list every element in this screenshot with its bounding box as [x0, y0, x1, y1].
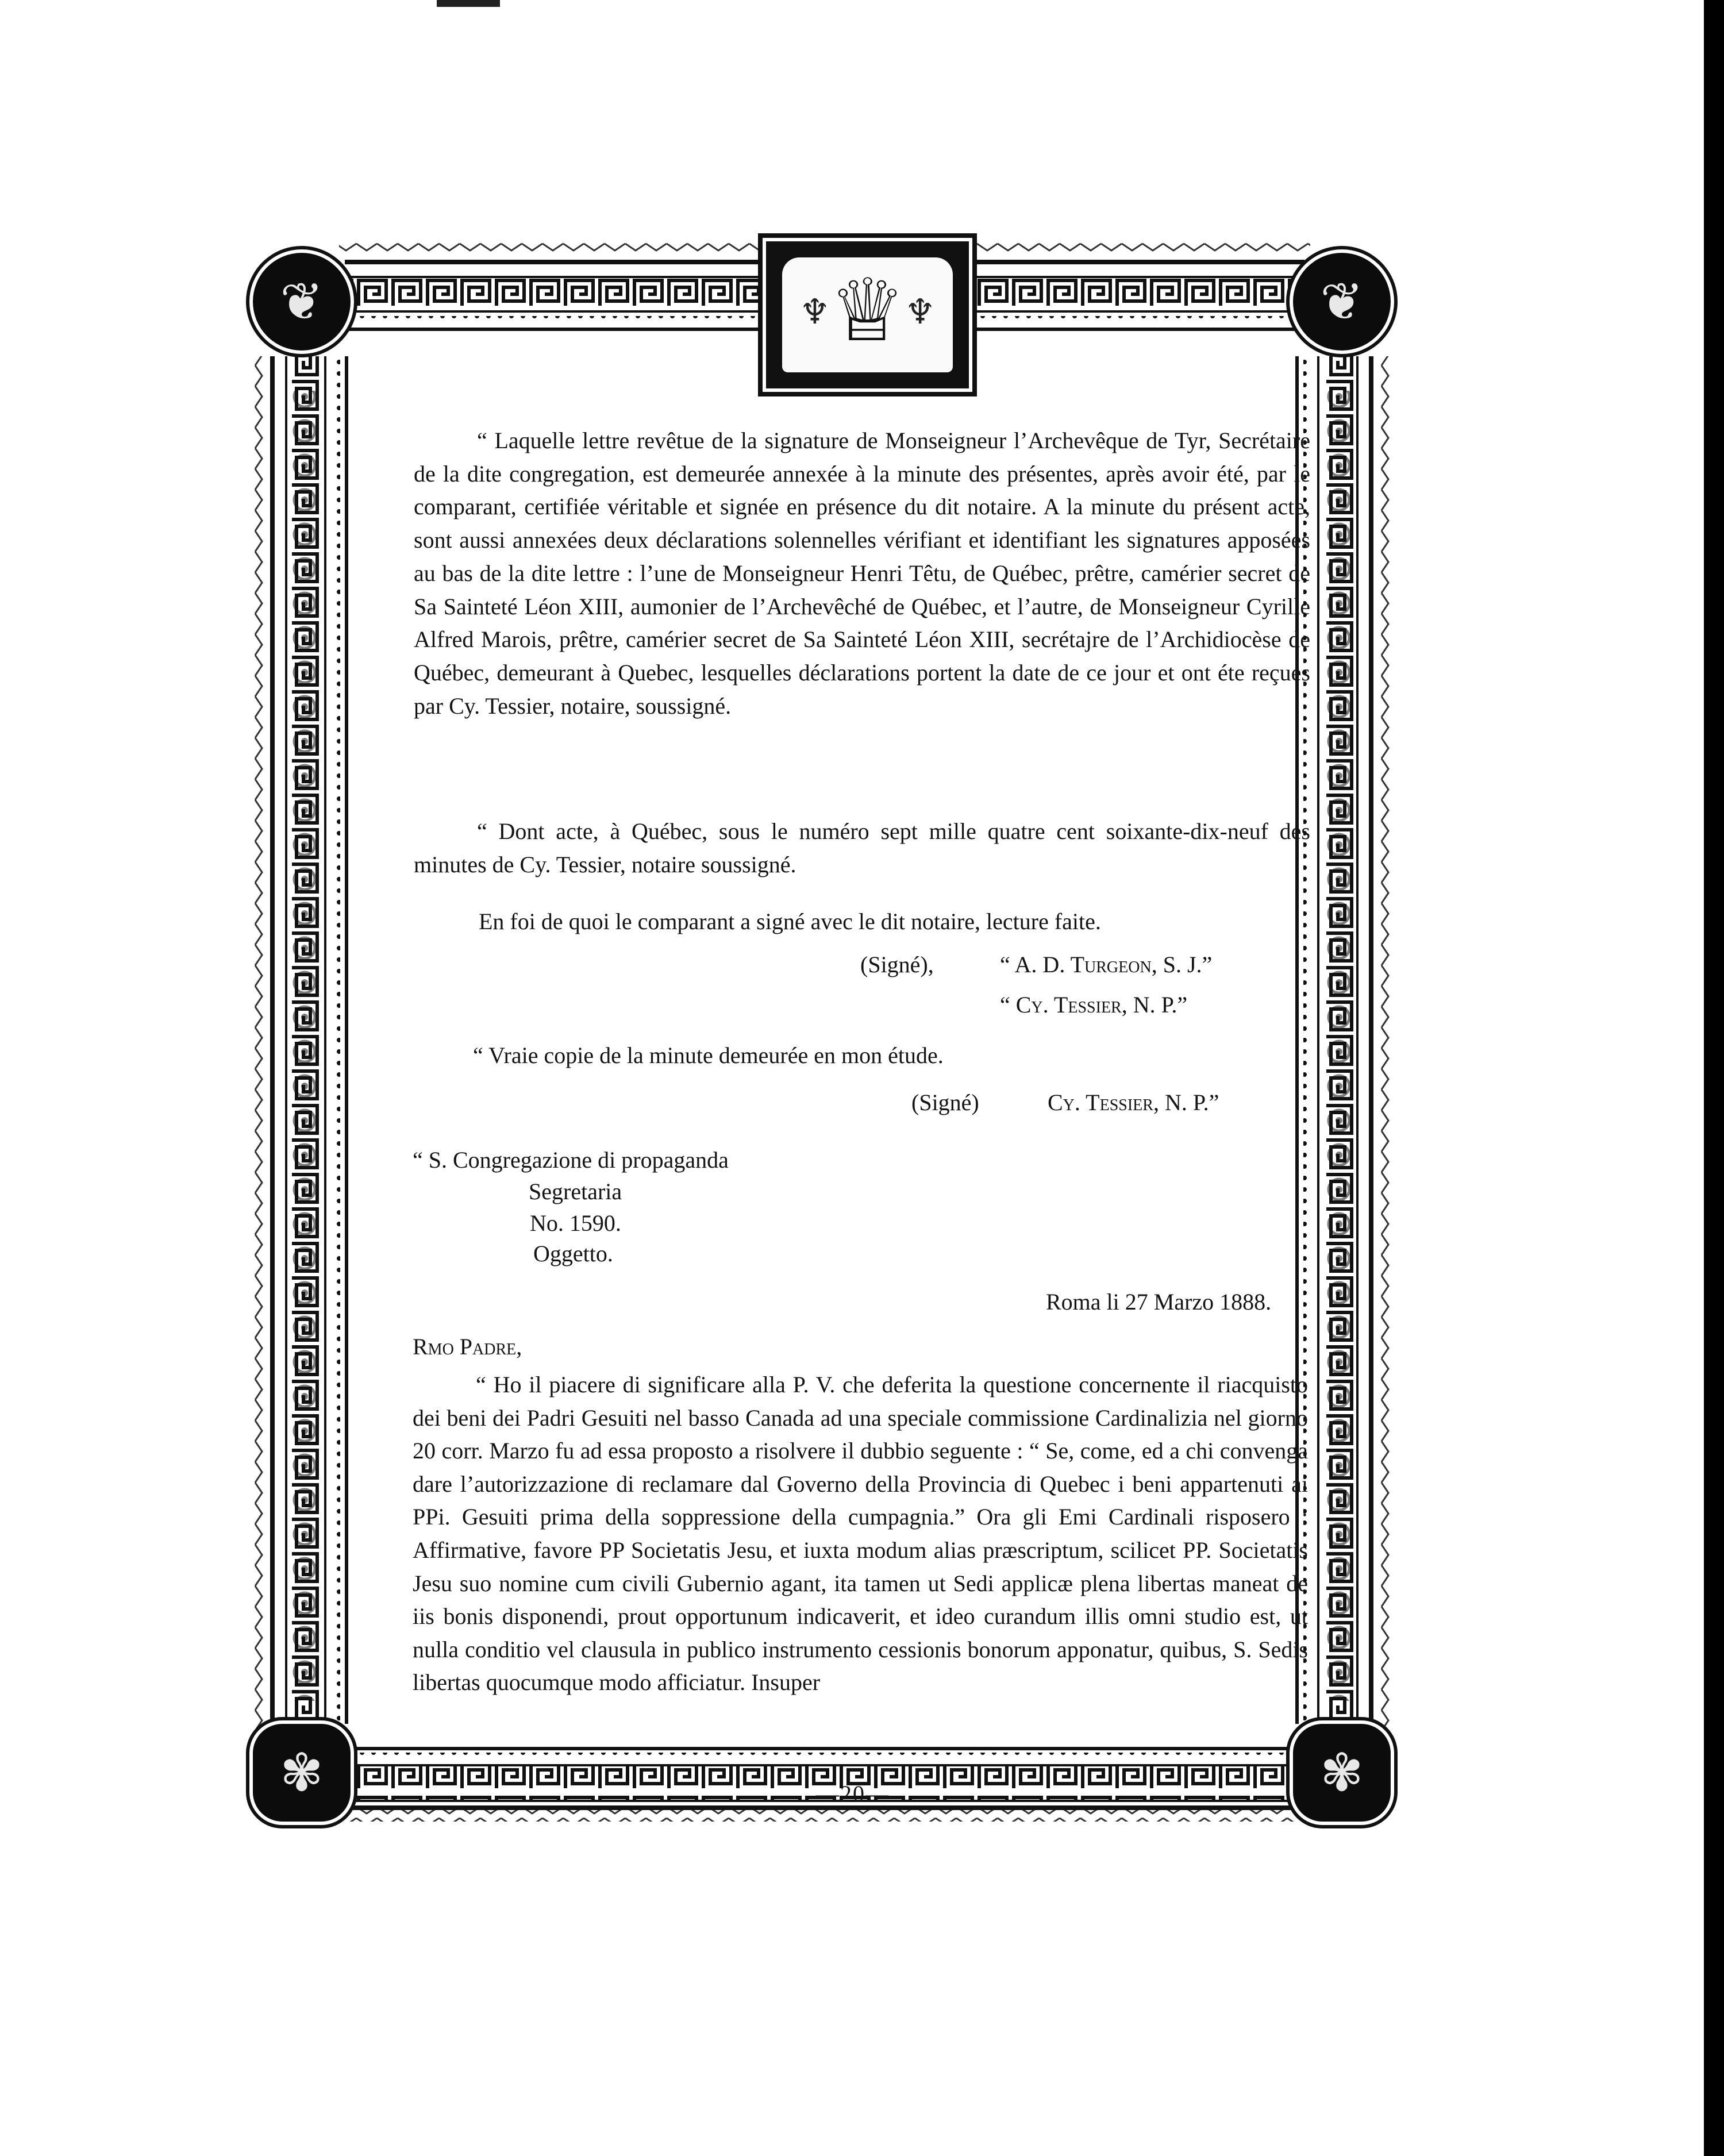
segretaria-line: Segretaria: [529, 1179, 622, 1204]
signed-label: (Signé),: [860, 952, 934, 977]
signature-tessier: “ Cy. Tessier, N. P.”: [1000, 992, 1188, 1018]
paragraph-ho-il-piacere: “ Ho il piacere di significare alla P. V. che deferita la questione concernente il riacquisto dei beni dei Padri Gesuiti nel basso Canada ad una speciale commissione Cardinalizia nel giorno 20 corr. Marzo fu ad essa proposto a risolvere il dubbio seguente : “ Se, come, ed a chi convenga dare l’autorizzazione di reclamare dal Governo della Provincia di Quebec i beni appartenuti ai PPi. Gesuiti prima della soppressione della cumpagnia.” Ora gli Emi Cardinali risposero : Affirmative, favore PP Societatis Jesu, et iuxta modum alias præscriptum, scilicet PP. Societatis Jesu suo nomine cum civili Gubernio agant, ita tamen ut Sedi applicæ plena libertas maneat de iis bonis disponendi, prout opportunum indicaverit, et ideo curandum illis omni studio est, ut nulla conditio vel clausula in publico instrumento cessionis bonorum apponatur, quibus, S. Sedis libertas quocumque modo afficiatur. Insuper: [413, 1372, 1308, 1696]
signature-tessier-final: Cy. Tessier, N. P.”: [1048, 1089, 1219, 1115]
paragraph-vraie-copie: “ Vraie copie de la minute demeurée en mon étude.: [473, 1042, 944, 1068]
foliage-icon: ✾: [1320, 1742, 1364, 1803]
cherub-icon: ♆: [799, 292, 830, 332]
cherub-icon: ♆: [905, 292, 936, 332]
angel-icon: ❦: [1320, 271, 1364, 332]
paragraph-dont-acte: “ Dont acte, à Québec, sous le numéro sept mille quatre cent soixante-dix-neuf des minutes de Cy. Tessier, notaire soussigné.: [414, 818, 1310, 877]
signed-label: (Signé): [911, 1089, 979, 1115]
congregation-heading: “ S. Congregazione di propaganda: [413, 1147, 729, 1173]
signature-turgeon: “ A. D. Turgeon, S. J.”: [1000, 952, 1213, 977]
oggetto-line: Oggetto.: [533, 1241, 613, 1266]
page-number: —20—: [816, 1781, 890, 1807]
date-line: Roma li 27 Marzo 1888.: [1046, 1289, 1272, 1315]
angel-icon: ❦: [280, 271, 324, 332]
enthroned-figure-icon: ♕: [829, 261, 906, 361]
paragraph-laquelle: “ Laquelle lettre revêtue de la signature de Monseigneur l’Archevêque de Tyr, Secrétaire de la dite congregation, est demeurée annexée à la minute des présentes, après avoir été, par le comparant, certifiée véritable et signée en présence du dit notaire. A la minute du présent acte, sont aussi annexées deux déclarations solennelles vérifiant et identifiant les signatures apposées au bas de la dite lettre : l’une de Monseigneur Henri Têtu, de Québec, prêtre, camérier secret de Sa Sainteté Léon XIII, aumonier de l’Archevêché de Québec, et l’autre, de Monseigneur Cyrille Alfred Marois, prêtre, camérier secret de Sa Sainteté Léon XIII, secrétajre de l’Archidiocèse de Québec, demeurant à Quebec, lesquelles déclarations portent la date de ce jour et ont éte reçues par Cy. Tessier, notaire, soussigné.: [414, 428, 1310, 719]
protocol-number: No. 1590.: [530, 1210, 621, 1236]
salutation: Rmo Padre,: [413, 1334, 522, 1360]
foliage-icon: ✾: [280, 1742, 324, 1803]
paragraph-en-foi: En foi de quoi le comparant a signé avec le dit notaire, lecture faite.: [479, 908, 1101, 934]
